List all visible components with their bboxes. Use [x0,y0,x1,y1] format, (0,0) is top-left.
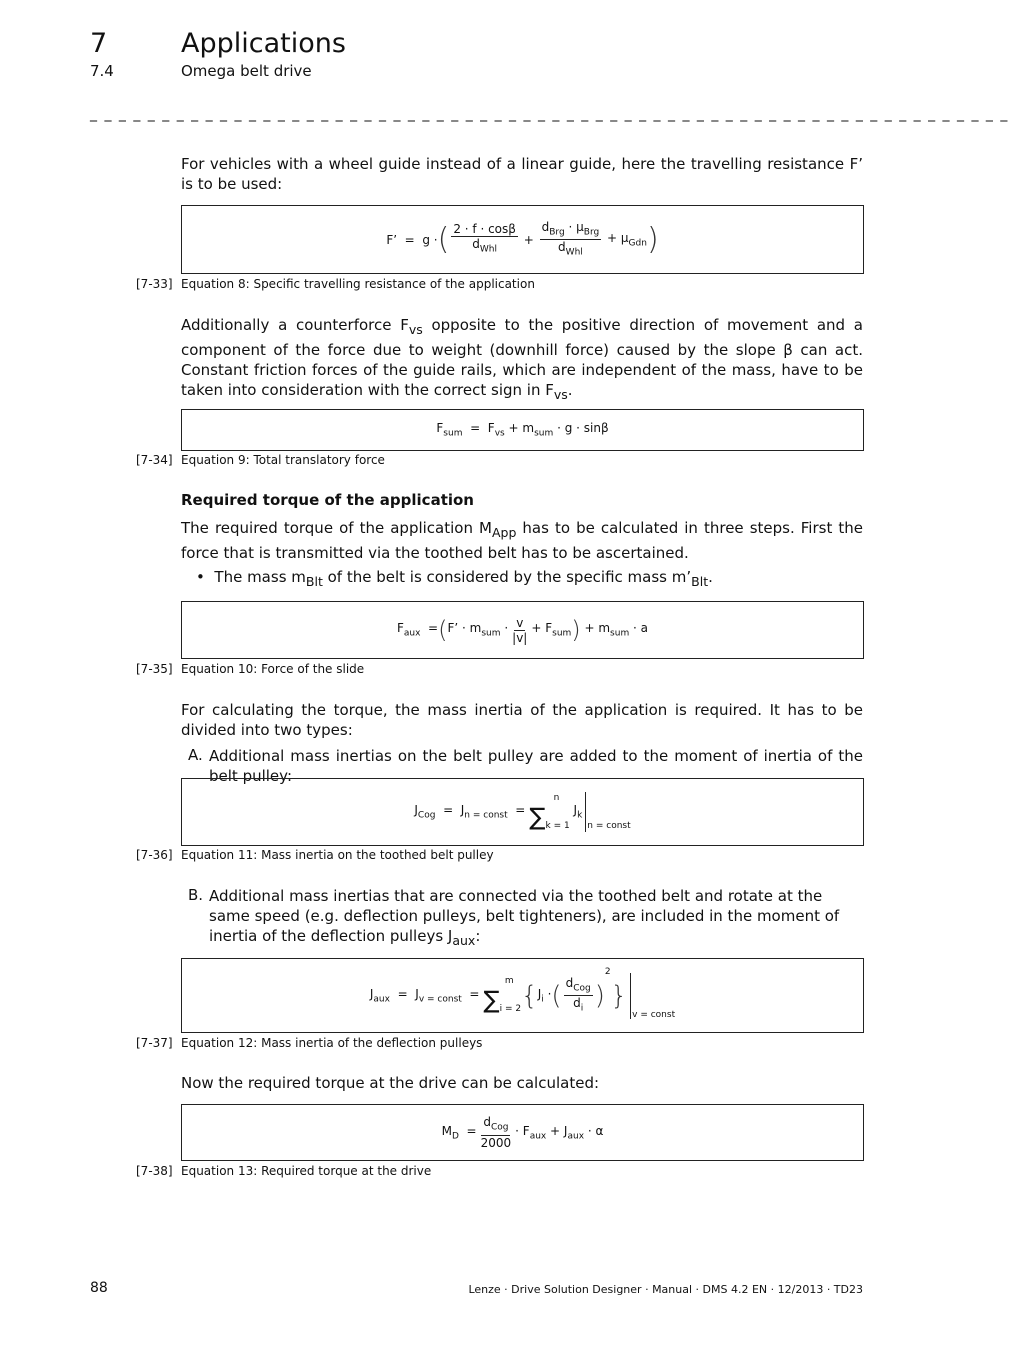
chapter-title: Applications [181,28,346,59]
formula-deflection-inertia: $J_{aux} = J_{v = const}$ = m ∑ i = 2 { $J_i$ · ( $\frac{d_{Cog}}{d_i}$ ) 2 } v = const [369,967,676,1020]
equation-box-13 [181,1104,864,1161]
chapter-number: 7 [90,28,108,59]
section-heading: Required torque of the application [181,491,474,509]
caption-number: [7-33] [136,277,173,291]
paragraph-torque-calc: Now the required torque at the drive can be calculated: [181,1074,600,1092]
formula-pulley-inertia: $J_{Cog} = J_{n = const}$ = n ∑ k = 1 $J_k$ n = const [414,792,631,831]
paragraph-wheel-guide: For vehicles with a wheel guide instead of a linear guide, here the travelling resistance F’ is to be used: [181,155,863,193]
header-separator: _ _ _ _ _ _ _ _ _ _ _ _ _ _ _ _ _ _ _ _ _ _ _ _ _ _ _ _ _ _ _ _ _ _ _ _ _ _ _ _ _ _ _ _ _ _ _ _ _ _ _ _ _ _ _ _ _ _ _ _ _ _ _ _ [90,106,1009,122]
section-number: 7.4 [90,62,114,80]
list-marker-a: A. [188,746,203,764]
caption-number: [7-34] [136,453,173,467]
equation-box-9 [181,409,864,451]
formula-total-force: $F_{sum} = F_{vs} + m_{sum} \cdot g \cdot \sin\beta$ [436,421,609,439]
caption-text: Equation 11: Mass inertia on the toothed belt pulley [181,848,494,862]
caption-number: [7-37] [136,1036,173,1050]
caption-text: Equation 10: Force of the slide [181,662,365,676]
paragraph-required-torque: The required torque of the application $M_{App}$ has to be calculated in three steps. First the force that is transmitted via the toothed belt has to be ascertained. [181,519,863,562]
equation-box-10 [181,601,864,659]
equation-box-8 [181,205,864,274]
list-marker-b: B. [188,886,204,904]
page-number: 88 [90,1280,108,1296]
bullet-item: • The mass $m_{Blt}$ of the belt is considered by the specific mass $m’_{Blt}$. [196,568,713,589]
caption-text: Equation 13: Required torque at the drive [181,1164,432,1178]
caption-text: Equation 9: Total translatory force [181,453,385,467]
equation-box-11 [181,778,864,846]
footer-document-info: Lenze · Drive Solution Designer · Manual · DMS 4.2 EN · 12/2013 · TD23 [468,1283,863,1296]
paragraph-mass-inertia: For calculating the torque, the mass inertia of the application is required. It has to be divided into two types: [181,701,863,739]
formula-slide-force: $F_{aux}$ = ( F’ · $m_{sum}$ · $\frac{v}{|v|}$ + $F_{sum}$ ) + $m_{sum} \cdot a$ [396,615,649,645]
paragraph-counterforce: Additionally a counterforce $F_{vs}$ opposite to the positive direction of movement and a component of the force due to weight (downhill force) caused by the slope β can act. Constant friction forces of the guide rails, which are independent of the mass, have to be taken into consideration with the correct sign in $F_{vs}$. [181,316,863,402]
section-title: Omega belt drive [181,62,312,80]
formula-drive-torque: $M_D$ = $\frac{d_{Cog}}{2000}$ · $F_{aux} + J_{aux} \cdot \alpha$ [441,1115,604,1150]
caption-number: [7-38] [136,1164,173,1178]
caption-number: [7-35] [136,662,173,676]
equation-box-12 [181,958,864,1033]
bullet-mark: • [196,568,205,586]
caption-text: Equation 8: Specific travelling resistance of the application [181,277,535,291]
list-item-b: Additional mass inertias that are connected via the toothed belt and rotate at the same speed (e.g. deflection pulleys, belt tighteners), are included in the moment of inertia of the deflection pulleys $J_{aux}$: [209,887,840,948]
caption-number: [7-36] [136,848,173,862]
formula-travelling-resistance: F’ = g · ( $\frac{2 \cdot f \cdot \cos\beta}{d_{Whl}}$ + $\frac{d_{Brg} \cdot \mu_{Brg}}{d_{Whl}}$ + $\mu_{Gdn}$ ) [386,219,659,258]
list-item-a: Additional mass inertias on the belt pulley are added to the moment of inertia of the belt pulley: [209,747,863,785]
caption-text: Equation 12: Mass inertia of the deflection pulleys [181,1036,483,1050]
